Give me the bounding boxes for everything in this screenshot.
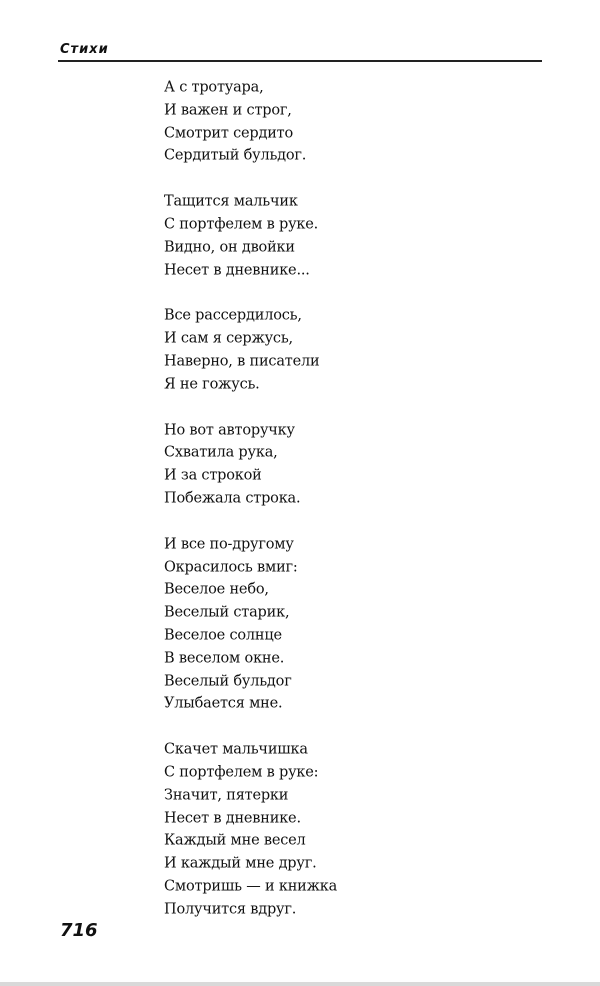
stanza: [164, 419, 464, 510]
poem-line: Тащится мальчик: [164, 193, 298, 210]
page-header: [58, 40, 542, 62]
poem-line: И все по-другому: [164, 535, 294, 553]
poem-line: И сам я сержусь,: [164, 330, 293, 347]
poem-line: Но вот авторучку: [164, 421, 295, 439]
poem-line: Веселое солнце: [164, 627, 282, 644]
poem-line: Сердитый бульдог.: [164, 147, 307, 165]
poem-line: И каждый мне друг.: [164, 855, 317, 872]
poem-line: А с тротуара,: [164, 79, 264, 96]
stanza: [164, 190, 464, 281]
poem-line: Побежала строка.: [164, 490, 301, 507]
poem-line: Несет в дневнике.: [164, 809, 301, 827]
poem-line: С портфелем в руке:: [164, 764, 319, 781]
poem-line: Наверно, в писатели: [164, 353, 320, 370]
poem-line: Веселый старик,: [164, 604, 290, 621]
poem-line: Смотришь — и книжка: [164, 878, 338, 895]
poem-line: Окрасилось вмиг:: [164, 558, 298, 576]
poem-line: Скачет мальчишка: [164, 741, 308, 758]
running-title: Стихи: [60, 42, 109, 57]
page-number: 716: [60, 920, 98, 941]
poem-line: Схватила рука,: [164, 444, 278, 462]
poem-line: В веселом окне.: [164, 649, 285, 667]
stanza: [164, 76, 464, 167]
poem-line: Видно, он двойки: [164, 238, 295, 256]
poem-line: Веселый бульдог: [164, 672, 292, 690]
page-bottom-edge: [0, 982, 600, 986]
poem-line: Улыбается мне.: [164, 695, 283, 713]
header-rule: [58, 60, 542, 62]
poem: [164, 76, 464, 944]
poem-line: Получится вдруг.: [164, 900, 297, 918]
poem-line: Я не гожусь.: [164, 375, 260, 393]
stanza: [164, 304, 464, 395]
poem-line: Все рассердилось,: [164, 307, 302, 325]
poem-line: Смотрит сердито: [164, 124, 294, 142]
poem-line: Веселое небо,: [164, 581, 269, 599]
poem-line: И за строкой: [164, 467, 262, 484]
poem-line: Несет в дневнике...: [164, 261, 310, 279]
stanza: [164, 738, 464, 920]
poem-line: Каждый мне весел: [164, 832, 306, 850]
poem-line: Значит, пятерки: [164, 786, 289, 804]
stanza: [164, 533, 464, 715]
poem-line: И важен и строг,: [164, 101, 292, 119]
poem-line: С портфелем в руке.: [164, 216, 319, 233]
